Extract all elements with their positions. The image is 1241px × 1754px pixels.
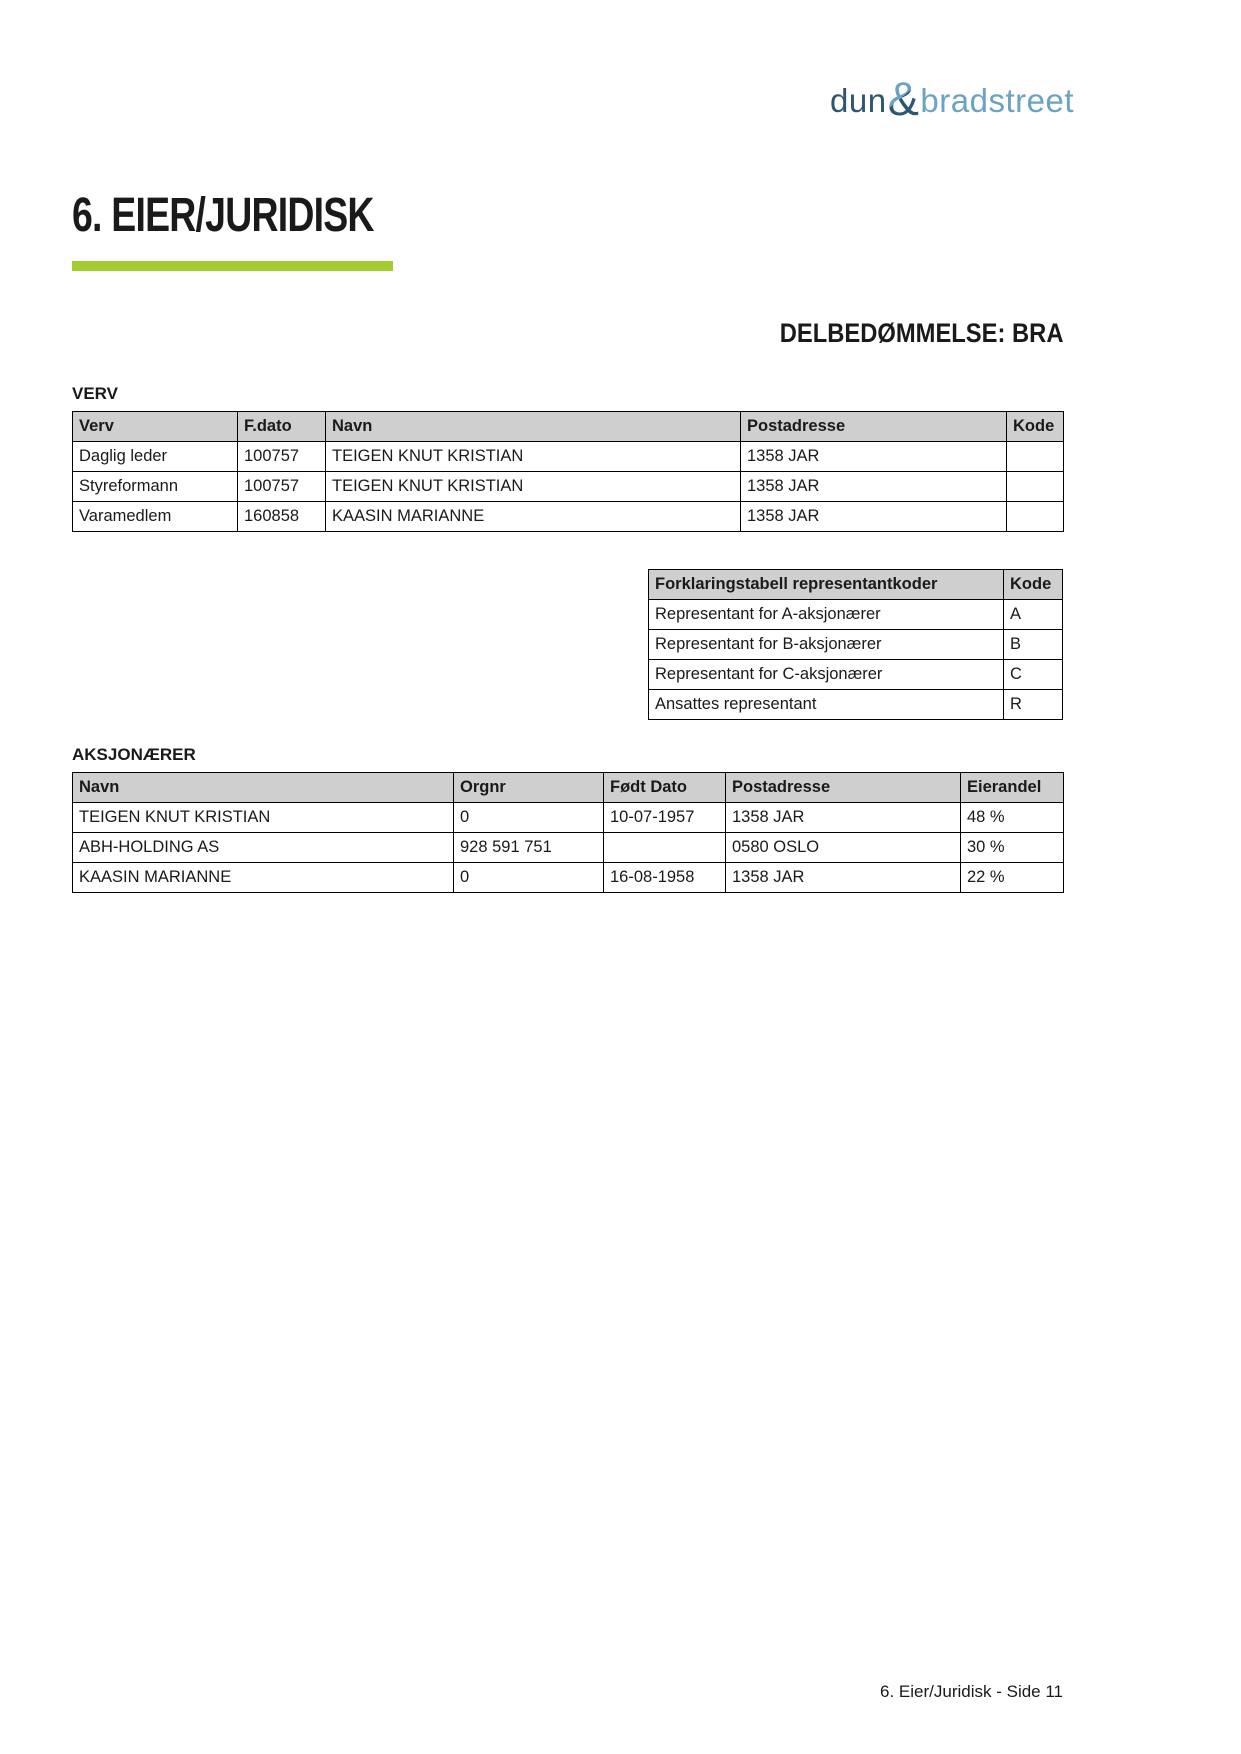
column-header: Eierandel — [961, 773, 1064, 803]
table-cell: 30 % — [961, 833, 1064, 863]
verv-table — [72, 411, 1064, 532]
section-rating: DELBEDØMMELSE: BRA — [779, 318, 1063, 348]
table-cell: Daglig leder — [73, 442, 238, 472]
ampersand-icon: & — [887, 72, 920, 125]
table-cell: KAASIN MARIANNE — [326, 502, 741, 532]
table-cell: 48 % — [961, 803, 1064, 833]
table-cell: Representant for A-aksjonærer — [649, 600, 1004, 630]
table-cell: 100757 — [238, 442, 326, 472]
table-row — [73, 803, 1064, 833]
table-row — [649, 690, 1063, 720]
table-cell: KAASIN MARIANNE — [73, 863, 454, 893]
dun-bradstreet-logo — [830, 72, 1074, 125]
table-cell: 0580 OSLO — [726, 833, 961, 863]
table-cell: Varamedlem — [73, 502, 238, 532]
table-cell: R — [1004, 690, 1063, 720]
table-cell: 1358 JAR — [741, 502, 1007, 532]
table-cell: 16-08-1958 — [604, 863, 726, 893]
table-cell: 1358 JAR — [741, 442, 1007, 472]
table-cell: Representant for C-aksjonærer — [649, 660, 1004, 690]
table-header-row — [649, 570, 1063, 600]
aksjonaerer-heading: AKSJONÆRER — [72, 745, 196, 764]
column-header: Orgnr — [454, 773, 604, 803]
column-header: Postadresse — [741, 412, 1007, 442]
table-row — [649, 660, 1063, 690]
table-cell: 1358 JAR — [726, 863, 961, 893]
page-footer: 6. Eier/Juridisk - Side 11 — [880, 1682, 1063, 1701]
table-header-row — [73, 773, 1064, 803]
title-underline — [72, 261, 393, 271]
table-cell: B — [1004, 630, 1063, 660]
table-cell: 0 — [454, 863, 604, 893]
table-cell — [604, 833, 726, 863]
page-title: 6. EIER/JURIDISK — [72, 189, 374, 242]
column-header: Postadresse — [726, 773, 961, 803]
table-row — [73, 863, 1064, 893]
column-header: Kode — [1004, 570, 1063, 600]
table-cell: 22 % — [961, 863, 1064, 893]
table-cell: Ansattes representant — [649, 690, 1004, 720]
table-row — [73, 833, 1064, 863]
verv-heading: VERV — [72, 384, 118, 403]
table-row — [73, 502, 1064, 532]
table-cell: TEIGEN KNUT KRISTIAN — [326, 472, 741, 502]
table-cell: A — [1004, 600, 1063, 630]
table-row — [649, 630, 1063, 660]
table-row — [73, 472, 1064, 502]
table-cell: Representant for B-aksjonærer — [649, 630, 1004, 660]
representative-codes-table — [648, 569, 1063, 720]
table-cell: 0 — [454, 803, 604, 833]
table-cell: 1358 JAR — [726, 803, 961, 833]
column-header: Født Dato — [604, 773, 726, 803]
logo-text-bradstreet: bradstreet — [920, 82, 1075, 119]
table-cell: 10-07-1957 — [604, 803, 726, 833]
table-cell — [1007, 472, 1064, 502]
column-header: F.dato — [238, 412, 326, 442]
table-cell — [1007, 442, 1064, 472]
table-cell: TEIGEN KNUT KRISTIAN — [73, 803, 454, 833]
column-header: Navn — [326, 412, 741, 442]
column-header: Verv — [73, 412, 238, 442]
logo-text-dun: dun — [830, 82, 887, 119]
column-header: Forklaringstabell representantkoder — [649, 570, 1004, 600]
table-header-row — [73, 412, 1064, 442]
table-cell — [1007, 502, 1064, 532]
table-cell: ABH-HOLDING AS — [73, 833, 454, 863]
table-cell: Styreformann — [73, 472, 238, 502]
table-cell: C — [1004, 660, 1063, 690]
table-cell: 160858 — [238, 502, 326, 532]
table-cell: 928 591 751 — [454, 833, 604, 863]
column-header: Kode — [1007, 412, 1064, 442]
shareholders-table — [72, 772, 1064, 893]
column-header: Navn — [73, 773, 454, 803]
table-row — [73, 442, 1064, 472]
table-cell: 1358 JAR — [741, 472, 1007, 502]
table-cell: 100757 — [238, 472, 326, 502]
table-cell: TEIGEN KNUT KRISTIAN — [326, 442, 741, 472]
table-row — [649, 600, 1063, 630]
